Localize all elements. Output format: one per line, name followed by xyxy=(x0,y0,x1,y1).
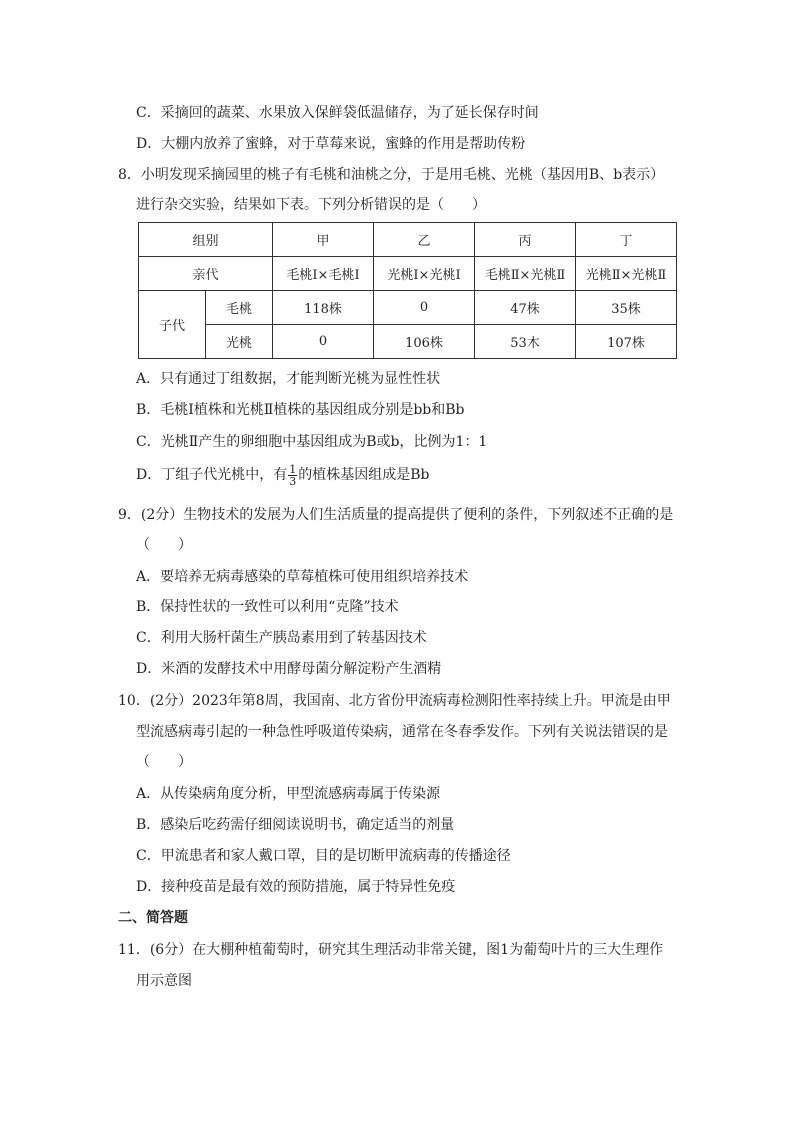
value-cell: 107株 xyxy=(576,325,677,359)
value-cell: 118株 xyxy=(273,291,374,325)
q7-option-d: D．大棚内放养了蜜蜂，对于草莓来说，蜜蜂的作用是帮助传粉 xyxy=(136,136,526,152)
parent-cell: 毛桃Ⅰ×毛桃Ⅰ xyxy=(273,257,374,291)
q8-option-a: A．只有通过丁组数据，才能判断光桃为显性性状 xyxy=(136,371,441,387)
value-cell: 47株 xyxy=(475,291,576,325)
value-cell: 106株 xyxy=(374,325,475,359)
value-cell: 0 xyxy=(374,291,475,325)
q9-stem-line1: 9．(2分）生物技术的发展为人们生活质量的提高提供了便利的条件，下列叙述不正确的是 xyxy=(118,507,674,523)
q8-option-c: C．光桃Ⅱ产生的卵细胞中基因组成为B或b，比例为1：1 xyxy=(136,434,488,450)
offspring-label-cell: 子代 xyxy=(139,291,206,359)
value-cell: 53木 xyxy=(475,325,576,359)
table-row xyxy=(139,257,677,291)
group-bing-cell: 丙 xyxy=(475,223,576,257)
fraction-numerator: 1 xyxy=(289,462,297,476)
section-title-short-answer: 二、简答题 xyxy=(118,910,188,926)
fraction-denominator: 3 xyxy=(289,474,297,488)
q10-stem-line2: 型流感病毒引起的一种急性呼吸道传染病，通常在冬春季发作。下列有关说法错误的是 xyxy=(136,724,668,740)
q10-option-b: B．感染后吃药需仔细阅读说明书，确定适当的剂量 xyxy=(136,817,455,833)
q8-stem-line1: 8．小明发现采摘园里的桃子有毛桃和油桃之分，于是用毛桃、光桃（基因用B、b表示） xyxy=(118,167,665,183)
q9-option-c: C．利用大肠杆菌生产胰岛素用到了转基因技术 xyxy=(136,630,427,646)
q11-stem-line1: 11．(6分）在大棚种植葡萄时，研究其生理活动非常关键，图1为葡萄叶片的三大生理作 xyxy=(118,942,664,958)
q9-stem-line2: （ ） xyxy=(136,537,192,553)
q8-option-b: B．毛桃Ⅰ植株和光桃Ⅱ植株的基因组成分别是bb和Bb xyxy=(136,402,465,418)
q8-option-d xyxy=(136,462,429,488)
q9-option-a: A．要培养无病毒感染的草莓植株可使用组织培养技术 xyxy=(136,569,469,585)
row-label-cell: 毛桃 xyxy=(206,291,273,325)
q8-cross-table xyxy=(138,222,677,359)
parent-label-cell: 亲代 xyxy=(139,257,273,291)
fraction xyxy=(288,464,297,487)
value-cell: 35株 xyxy=(576,291,677,325)
group-jia-cell: 甲 xyxy=(273,223,374,257)
q10-stem-line3: （ ） xyxy=(136,754,192,770)
parent-cell: 光桃Ⅰ×光桃Ⅰ xyxy=(374,257,475,291)
group-yi-cell: 乙 xyxy=(374,223,475,257)
q9-option-b: B．保持性状的一致性可以利用“克隆”技术 xyxy=(136,599,399,615)
q8-stem-line2: 进行杂交实验，结果如下表。下列分析错误的是（ ） xyxy=(136,197,486,213)
q10-option-a: A．从传染病角度分析，甲型流感病毒属于传染源 xyxy=(136,786,441,802)
value-cell: 0 xyxy=(273,325,374,359)
q11-stem-line2: 用示意图 xyxy=(136,973,192,989)
parent-cell: 毛桃Ⅱ×光桃Ⅱ xyxy=(475,257,576,291)
q10-option-c: C．甲流患者和家人戴口罩，目的是切断甲流病毒的传播途径 xyxy=(136,848,511,864)
q10-stem-line1: 10．(2分）2023年第8周，我国南、北方省份甲流病毒检测阳性率持续上升。甲流是由甲 xyxy=(118,693,671,709)
q7-option-c: C．采摘回的蔬菜、水果放入保鲜袋低温储存，为了延长保存时间 xyxy=(136,105,539,121)
table-row xyxy=(139,291,677,325)
row-label-cell: 光桃 xyxy=(206,325,273,359)
header-group-cell: 组别 xyxy=(139,223,273,257)
group-ding-cell: 丁 xyxy=(576,223,677,257)
table-row xyxy=(139,325,677,359)
q10-option-d: D．接种疫苗是最有效的预防措施，属于特异性免疫 xyxy=(136,879,456,895)
q8-option-d-post: 的植株基因组成是Bb xyxy=(298,467,430,483)
q9-option-d: D．米酒的发酵技术中用酵母菌分解淀粉产生酒精 xyxy=(136,661,442,677)
q8-option-d-pre: D．丁组子代光桃中，有 xyxy=(136,467,288,483)
table-row xyxy=(139,223,677,257)
parent-cell: 光桃Ⅱ×光桃Ⅱ xyxy=(576,257,677,291)
